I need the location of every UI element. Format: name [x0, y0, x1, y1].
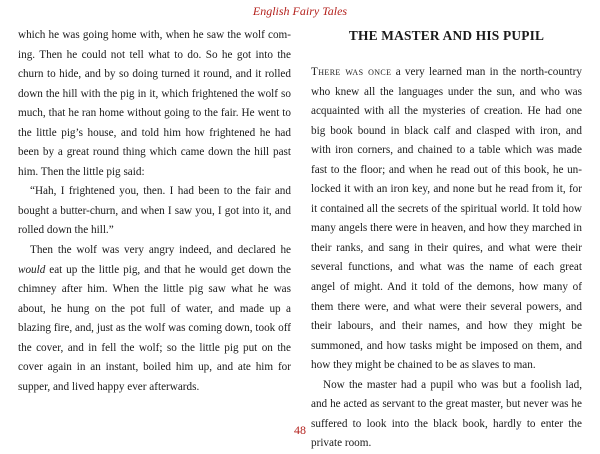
- story-title: THE MASTER AND HIS PUPIL: [348, 28, 545, 43]
- paragraph-text: a very learned man in the north-country who knew all the languages under the sun, and who was acquainted with all the mysteries of creation. He had one big book bound in black calf and clasped with iron, and with iron corners, and chained to a table which was made fast to the floor; and when he read out of this book, he unlocked it with an iron key, and none but he read from it, for it contained all the secrets of the spiritual world. It told how many angels there were in heaven, and how they marched in their ranks, and sang in their quires, and what were their several functions, and what was the name of each great angel of might. And it told of the demons, how many of them there were, and what were their several powers, and their labours, and their names, and how they might be summoned, and how tasks might be imposed on them, and how they might be chained to be as slaves to man.: [311, 66, 582, 372]
- emphasis-word: would: [18, 263, 46, 276]
- paragraph: Now the master had a pupil who was but a foolish lad, and he acted as servant to the great master, but never was he suffered to look into the black book, hardly to enter the private room.: [311, 378, 582, 450]
- right-column: [311, 26, 582, 454]
- opening-small-caps: There was once: [311, 66, 392, 78]
- paragraph: “Hah, I frightened you, then. I had been to the fair and bought a butter-churn, and when I saw you, I got into it, and rolled down the hill.”: [18, 185, 291, 237]
- paragraph-text: Then the wolf was very angry indeed, and declared he: [30, 244, 291, 257]
- paragraph: [311, 63, 582, 376]
- paragraph: [18, 241, 291, 397]
- paragraph-text: eat up the little pig, and that he would get down the chimney after him. When the little pig saw what he was about, he hung on the pot full of water, and made up a blazing fire, and, just as the wolf was coming down, took off the cover, and in fell the wolf; so the little pig put on the cover again in an instant, boiled him up, and ate him for supper, and lived happy ever afterwards.: [18, 263, 291, 393]
- running-head: English Fairy Tales: [252, 4, 348, 18]
- left-column: [18, 26, 291, 397]
- paragraph: which he was going home with, when he saw the wolf coming. Then he could not tell what to do. So he got into the churn to hide, and by so doing turned it round, and it rolled down the hill with the pig in it, which frightened the wolf so much, that he ran home without going to the fair. He went to the little pig’s house, and told him how frightened he had been by a great round thing which came down the hill past him. Then the little pig said:: [18, 29, 291, 178]
- page-number: 48: [294, 423, 306, 437]
